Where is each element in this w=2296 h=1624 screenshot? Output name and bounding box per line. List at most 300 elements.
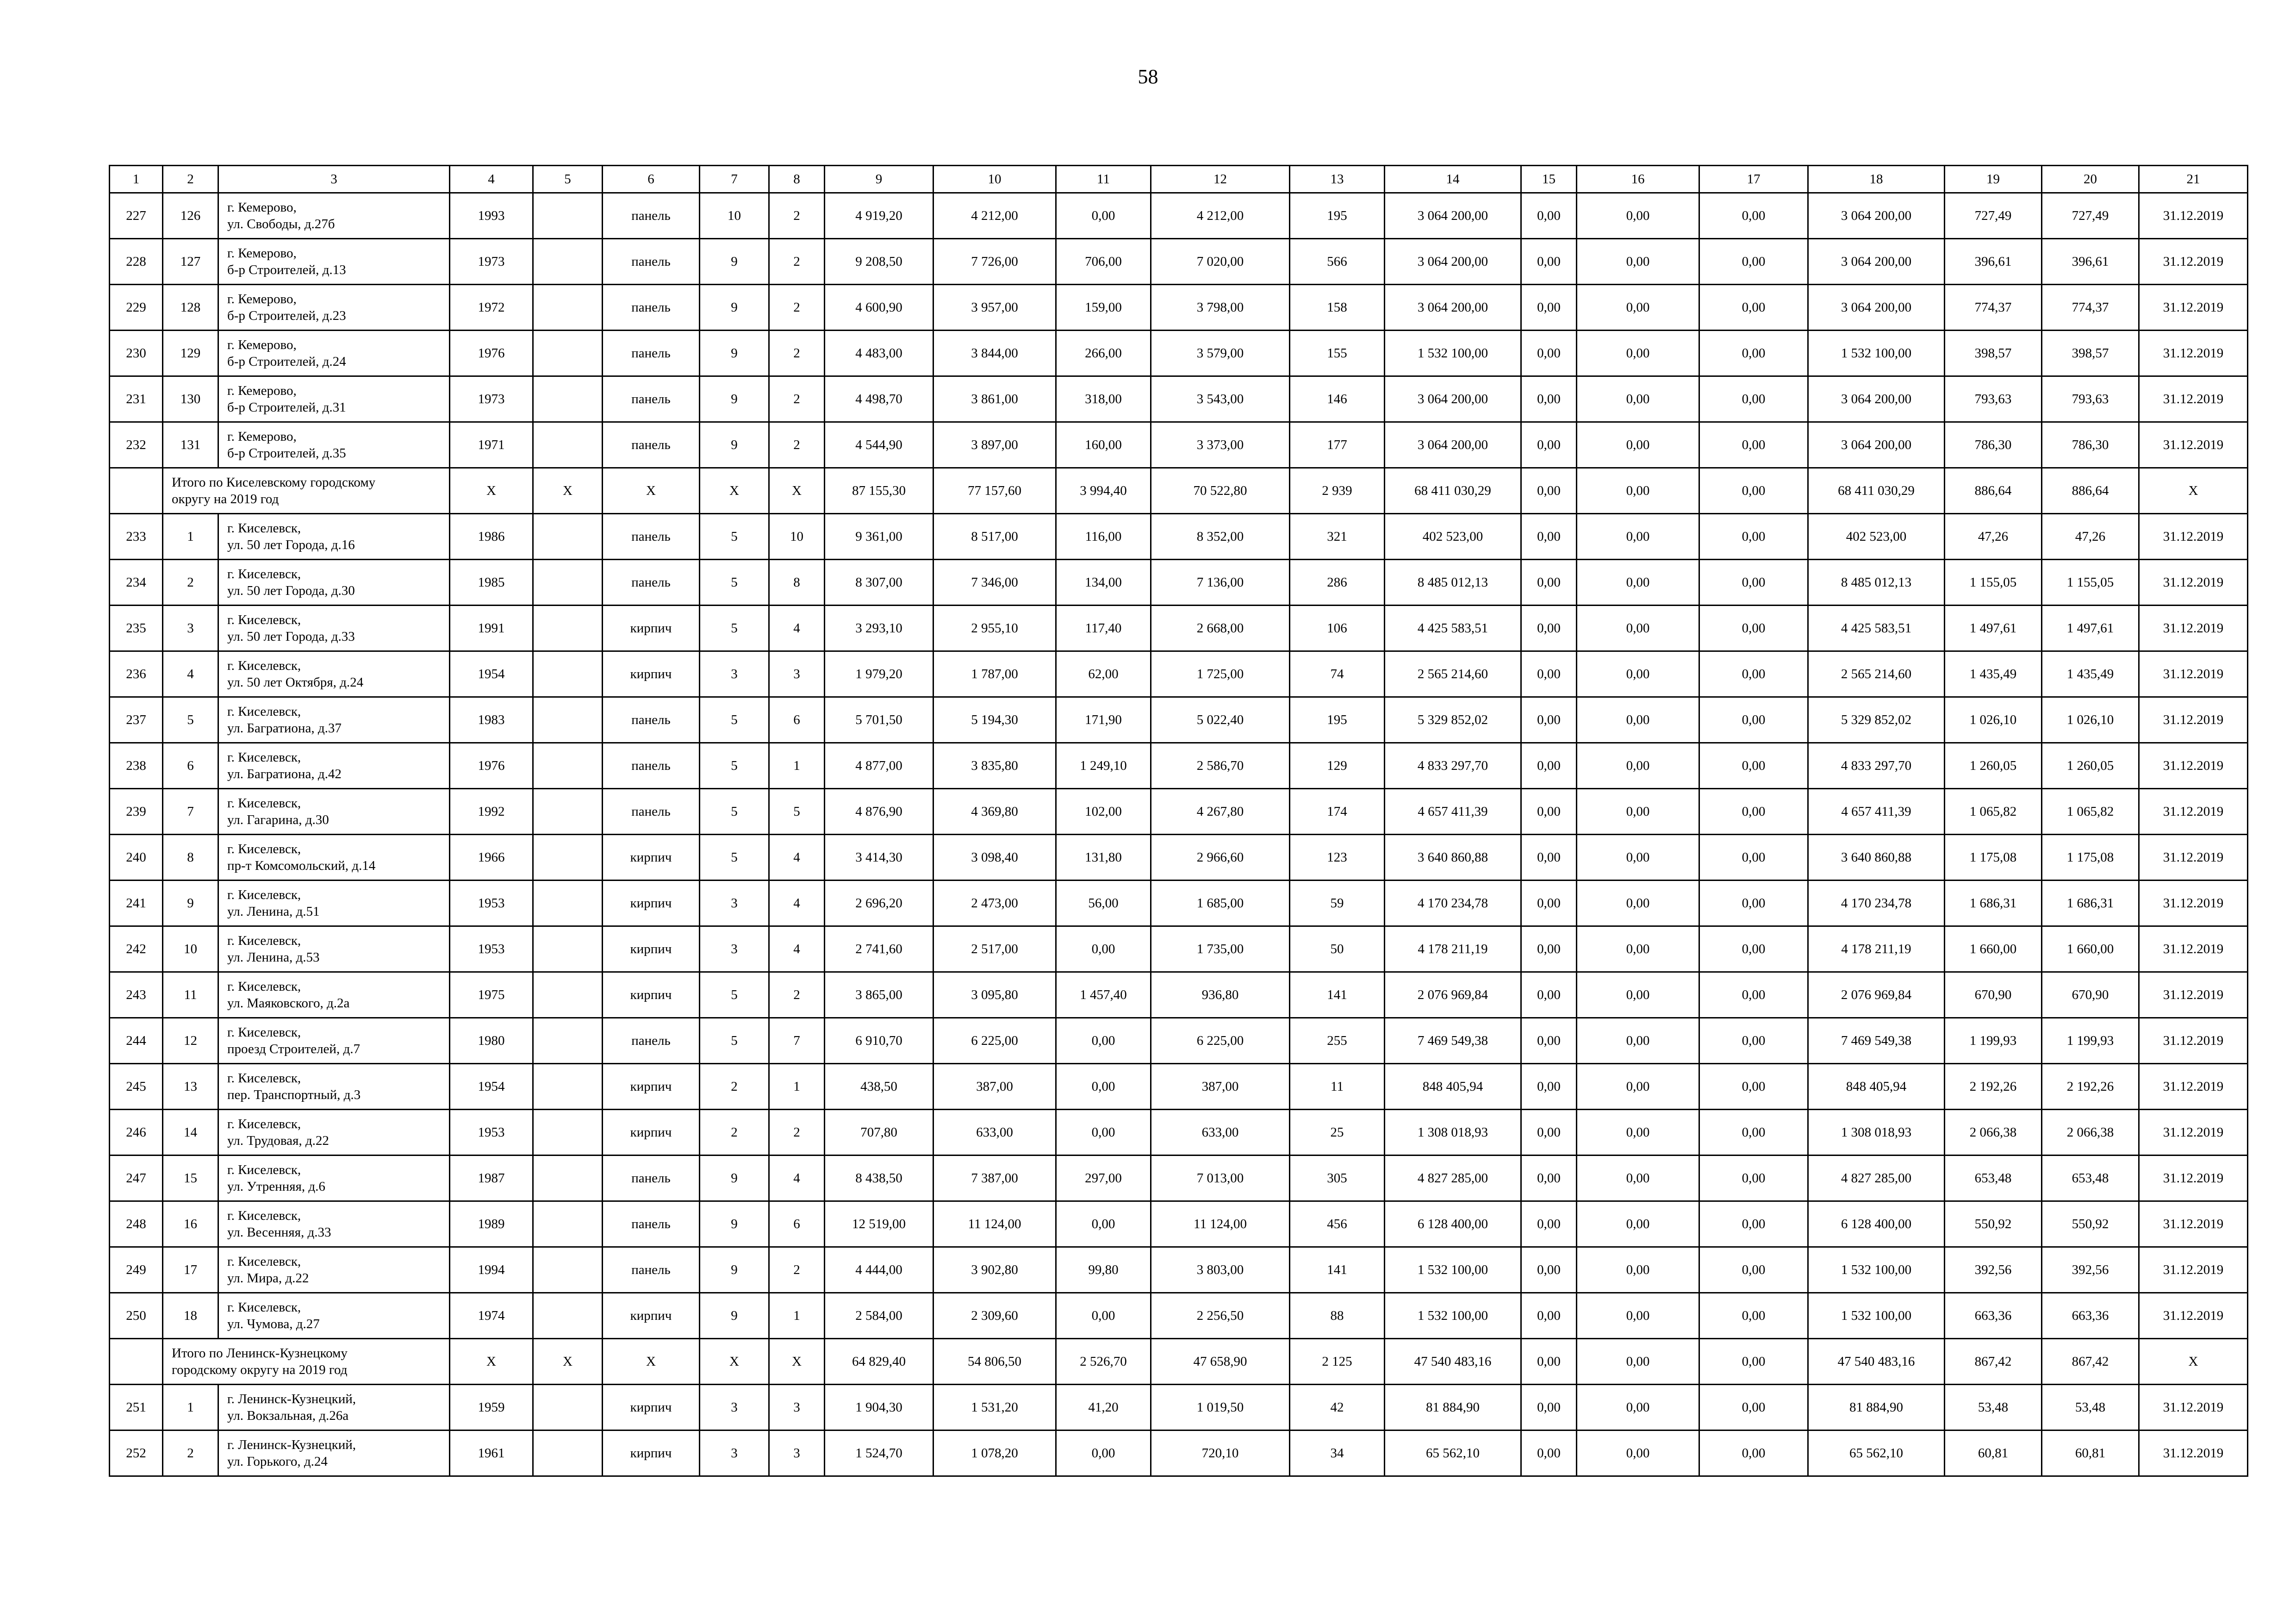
table-cell: 0,00 [1577,651,1699,697]
table-cell: 0,00 [1521,835,1577,881]
table-cell: 8 517,00 [933,514,1056,560]
table-cell: 318,00 [1056,376,1151,422]
table-cell: кирпич [603,1385,700,1430]
table-cell: 31.12.2019 [2139,743,2248,789]
address-line: проезд Строителей, д.7 [227,1042,360,1056]
table-cell: 4 483,00 [825,331,933,376]
table-cell: 158 [1290,285,1385,331]
table-cell: 297,00 [1056,1156,1151,1201]
housing-register-table [109,165,2248,1477]
table-cell: 5 701,50 [825,697,933,743]
table-cell: 1 [163,1385,218,1430]
table-cell: 1953 [450,1110,533,1156]
table-cell: 62,00 [1056,651,1151,697]
address-cell [218,606,450,651]
table-row [110,1385,2248,1430]
table-cell: 8 485 012,13 [1808,560,1945,606]
table-cell: кирпич [603,972,700,1018]
table-cell: 1 532 100,00 [1808,331,1945,376]
table-cell: 1 735,00 [1151,926,1290,972]
table-cell: 31.12.2019 [2139,1293,2248,1339]
table-cell: 0,00 [1577,1156,1699,1201]
address-cell [218,285,450,331]
table-cell: 1 [163,514,218,560]
table-cell: 2 [769,193,825,239]
table-cell: 3 902,80 [933,1247,1056,1293]
table-cell: 10 [163,926,218,972]
table-cell: 0,00 [1699,1385,1808,1430]
table-cell [533,1110,603,1156]
table-cell: 1973 [450,376,533,422]
table-cell: 5 022,40 [1151,697,1290,743]
table-cell: 31.12.2019 [2139,514,2248,560]
table-cell: 0,00 [1577,789,1699,835]
address-line: ул. Вокзальная, д.26а [227,1408,349,1423]
table-cell: 60,81 [2042,1430,2139,1476]
table-cell [533,376,603,422]
table-cell: 0,00 [1521,972,1577,1018]
table-cell: 4 833 297,70 [1808,743,1945,789]
address-line: г. Киселевск, [227,658,301,673]
address-line: ул. Гагарина, д.30 [227,812,329,827]
table-cell: 0,00 [1521,422,1577,468]
table-cell: 102,00 [1056,789,1151,835]
table-cell: 1 457,40 [1056,972,1151,1018]
column-header: 20 [2042,166,2139,193]
table-cell: 1987 [450,1156,533,1201]
table-cell: панель [603,422,700,468]
column-header: 3 [218,166,450,193]
table-cell: 396,61 [1945,239,2042,285]
table-cell: 0,00 [1521,1110,1577,1156]
table-cell: 1992 [450,789,533,835]
table-cell [533,743,603,789]
column-header: 13 [1290,166,1385,193]
table-cell: 50 [1290,926,1385,972]
table-cell: 2 741,60 [825,926,933,972]
address-line: г. Ленинск-Кузнецкий, [227,1437,356,1452]
table-cell: кирпич [603,1293,700,1339]
table-cell: 3 064 200,00 [1808,376,1945,422]
table-cell: X [603,1339,700,1385]
table-cell: 99,80 [1056,1247,1151,1293]
table-cell: 12 519,00 [825,1201,933,1247]
table-cell: X [450,1339,533,1385]
table-cell: 0,00 [1577,1293,1699,1339]
address-line: ул. Трудовая, д.22 [227,1133,329,1148]
table-cell: 8 438,50 [825,1156,933,1201]
address-cell [218,376,450,422]
table-cell: 1 019,50 [1151,1385,1290,1430]
table-cell: 1 199,93 [2042,1018,2139,1064]
table-cell: 0,00 [1521,560,1577,606]
address-line: г. Киселевск, [227,566,301,581]
address-line: г. Киселевск, [227,933,301,948]
table-cell: 53,48 [2042,1385,2139,1430]
table-cell: 65 562,10 [1808,1430,1945,1476]
table-cell: 7 469 549,38 [1385,1018,1521,1064]
table-cell: 1 686,31 [2042,881,2139,926]
table-cell: 47 658,90 [1151,1339,1290,1385]
address-cell [218,1430,450,1476]
table-cell: 0,00 [1521,1385,1577,1430]
address-cell [218,1201,450,1247]
table-cell: 0,00 [1699,331,1808,376]
table-cell: 4 425 583,51 [1385,606,1521,651]
address-line: г. Кемерово, [227,337,297,352]
table-cell: 0,00 [1699,468,1808,514]
table-cell: 4 [769,606,825,651]
table-cell: 234 [110,560,163,606]
table-cell [533,1293,603,1339]
table-cell: 633,00 [933,1110,1056,1156]
address-cell [218,514,450,560]
table-cell: 5 194,30 [933,697,1056,743]
table-cell: 0,00 [1699,1110,1808,1156]
table-cell: 240 [110,835,163,881]
address-line: ул. 50 лет Города, д.16 [227,537,355,552]
address-line: б-р Строителей, д.24 [227,354,346,369]
page-number: 58 [1138,65,1158,88]
table-cell: 0,00 [1699,881,1808,926]
table-cell: 6 225,00 [933,1018,1056,1064]
table-cell: 233 [110,514,163,560]
table-cell: 2 565 214,60 [1385,651,1521,697]
table-cell: 31.12.2019 [2139,881,2248,926]
table-cell: 0,00 [1699,193,1808,239]
table-cell: 0,00 [1699,1247,1808,1293]
table-cell: 0,00 [1577,606,1699,651]
table-row [110,697,2248,743]
column-header: 4 [450,166,533,193]
table-cell: 155 [1290,331,1385,376]
address-cell [218,239,450,285]
table-cell: 653,48 [2042,1156,2139,1201]
table-cell [533,881,603,926]
table-cell: 0,00 [1521,1293,1577,1339]
table-cell [533,606,603,651]
table-cell: 1989 [450,1201,533,1247]
table-cell: 31.12.2019 [2139,1156,2248,1201]
table-row [110,1201,2248,1247]
table-cell: 5 [700,606,769,651]
table-cell: 4 212,00 [1151,193,1290,239]
table-cell: 4 657 411,39 [1385,789,1521,835]
table-row [110,1293,2248,1339]
table-cell [533,422,603,468]
table-cell: 31.12.2019 [2139,606,2248,651]
table-cell: 1 435,49 [1945,651,2042,697]
table-cell: 786,30 [2042,422,2139,468]
table-cell: 3 064 200,00 [1385,285,1521,331]
table-cell [533,560,603,606]
table-cell: 6 225,00 [1151,1018,1290,1064]
table-cell: 1 660,00 [2042,926,2139,972]
table-cell: 2 586,70 [1151,743,1290,789]
table-cell: 3 640 860,88 [1385,835,1521,881]
table-cell: 3 579,00 [1151,331,1290,376]
table-cell: 15 [163,1156,218,1201]
table-cell: 3 543,00 [1151,376,1290,422]
table-cell: 0,00 [1699,789,1808,835]
address-line: ул. Ленина, д.51 [227,904,320,919]
table-cell: 3 957,00 [933,285,1056,331]
table-cell: 4 827 285,00 [1808,1156,1945,1201]
table-cell: панель [603,285,700,331]
table-cell: 4 919,20 [825,193,933,239]
table-cell: 663,36 [2042,1293,2139,1339]
table-cell: 786,30 [1945,422,2042,468]
table-cell: 77 157,60 [933,468,1056,514]
address-cell [218,789,450,835]
table-cell: X [2139,1339,2248,1385]
address-line: г. Киселевск, [227,1254,301,1269]
table-cell: 1 260,05 [2042,743,2139,789]
table-cell: 3 [769,1385,825,1430]
address-cell [218,972,450,1018]
table-cell: 0,00 [1521,468,1577,514]
table-cell: 2 473,00 [933,881,1056,926]
table-cell: кирпич [603,651,700,697]
column-header: 5 [533,166,603,193]
table-cell: 848 405,94 [1808,1064,1945,1110]
table-cell: 1 308 018,93 [1808,1110,1945,1156]
table-cell: 0,00 [1699,1156,1808,1201]
table-cell: 0,00 [1521,514,1577,560]
table-cell: 0,00 [1056,1430,1151,1476]
table-cell: 566 [1290,239,1385,285]
address-line: г. Киселевск, [227,841,301,856]
table-cell: 1 497,61 [1945,606,2042,651]
subtotal-label [163,468,450,514]
table-cell: 174 [1290,789,1385,835]
table-cell: 0,00 [1577,1018,1699,1064]
table-cell: 4 [163,651,218,697]
table-cell: 1 [769,743,825,789]
table-cell: 1 904,30 [825,1385,933,1430]
table-cell: 246 [110,1110,163,1156]
table-cell [533,239,603,285]
table-cell: 1 524,70 [825,1430,933,1476]
table-cell: 5 [700,560,769,606]
address-line: пр-т Комсомольский, д.14 [227,858,376,873]
table-cell: 47 540 483,16 [1808,1339,1945,1385]
address-line: г. Киселевск, [227,704,301,719]
table-cell: 1973 [450,239,533,285]
table-cell: 4 [769,1156,825,1201]
table-cell: 4 178 211,19 [1385,926,1521,972]
table-cell: 2 [769,422,825,468]
table-cell: 550,92 [1945,1201,2042,1247]
table-cell: 1 026,10 [1945,697,2042,743]
table-cell: панель [603,193,700,239]
table-cell: 3 865,00 [825,972,933,1018]
table-cell: 2 526,70 [1056,1339,1151,1385]
table-cell: 2 076 969,84 [1385,972,1521,1018]
label-line: округу на 2019 год [172,492,279,506]
table-cell: 11 124,00 [1151,1201,1290,1247]
table-cell: 1 065,82 [1945,789,2042,835]
table-row [110,972,2248,1018]
table-cell: 241 [110,881,163,926]
table-cell: 47,26 [2042,514,2139,560]
table-cell: 244 [110,1018,163,1064]
table-row [110,560,2248,606]
table-cell: 0,00 [1699,1430,1808,1476]
table-cell: 9 208,50 [825,239,933,285]
address-line: г. Киселевск, [227,1116,301,1131]
table-cell [533,1247,603,1293]
table-cell: 0,00 [1699,514,1808,560]
address-line: г. Кемерово, [227,245,297,261]
table-cell: 126 [163,193,218,239]
table-cell: 0,00 [1521,1430,1577,1476]
table-cell: 250 [110,1293,163,1339]
table-cell: 3 064 200,00 [1385,193,1521,239]
table-cell: 1976 [450,331,533,376]
table-cell: 70 522,80 [1151,468,1290,514]
table-cell: 1 175,08 [2042,835,2139,881]
column-header: 2 [163,166,218,193]
table-cell: 42 [1290,1385,1385,1430]
table-row [110,1110,2248,1156]
table-cell: 1983 [450,697,533,743]
table-cell: X [769,1339,825,1385]
address-line: ул. Мира, д.22 [227,1271,309,1286]
table-cell: 9 [700,331,769,376]
table-cell: 0,00 [1699,835,1808,881]
table-cell: 0,00 [1699,560,1808,606]
column-header: 16 [1577,166,1699,193]
table-cell: 0,00 [1521,239,1577,285]
table-cell: 0,00 [1577,239,1699,285]
table-cell: 9 361,00 [825,514,933,560]
table-cell: 848 405,94 [1385,1064,1521,1110]
table-cell: 10 [769,514,825,560]
table-cell: 4 [769,835,825,881]
table-cell: X [533,468,603,514]
table-cell: панель [603,1201,700,1247]
table-cell: X [700,468,769,514]
table-cell: 248 [110,1201,163,1247]
table-cell: 129 [163,331,218,376]
table-cell: 438,50 [825,1064,933,1110]
table-cell: 9 [163,881,218,926]
table-cell: 31.12.2019 [2139,285,2248,331]
table-cell: 2 066,38 [2042,1110,2139,1156]
table-cell: 1 [769,1064,825,1110]
table-cell [533,651,603,697]
table-cell: 227 [110,193,163,239]
table-cell: 8 352,00 [1151,514,1290,560]
table-cell: 0,00 [1521,193,1577,239]
table-cell: 0,00 [1699,743,1808,789]
table-cell: 670,90 [1945,972,2042,1018]
table-cell: 131,80 [1056,835,1151,881]
table-row [110,651,2248,697]
address-line: г. Киселевск, [227,1070,301,1086]
table-cell: 0,00 [1056,1064,1151,1110]
table-cell: 16 [163,1201,218,1247]
table-cell: 1959 [450,1385,533,1430]
table-cell: 707,80 [825,1110,933,1156]
table-cell: 0,00 [1699,606,1808,651]
column-header: 14 [1385,166,1521,193]
table-cell: 2 [700,1110,769,1156]
table-cell: 245 [110,1064,163,1110]
table-cell: панель [603,560,700,606]
table-cell: 14 [163,1110,218,1156]
table-cell: 74 [1290,651,1385,697]
table-cell: 2 [769,239,825,285]
table-cell: 0,00 [1521,926,1577,972]
address-cell [218,331,450,376]
table-cell: 0,00 [1521,1064,1577,1110]
table-cell: 123 [1290,835,1385,881]
table-cell: 0,00 [1577,560,1699,606]
table-cell: 134,00 [1056,560,1151,606]
table-cell: 3 [163,606,218,651]
table-cell: 9 [700,1293,769,1339]
address-line: г. Киселевск, [227,979,301,994]
table-cell: X [533,1339,603,1385]
table-cell: 0,00 [1577,1201,1699,1247]
table-cell: 12 [163,1018,218,1064]
table-cell: 81 884,90 [1385,1385,1521,1430]
table-cell: 4 170 234,78 [1385,881,1521,926]
table-cell: 160,00 [1056,422,1151,468]
table-cell: 18 [163,1293,218,1339]
table-row [110,789,2248,835]
table-cell: 1 [769,1293,825,1339]
table-cell: 6 910,70 [825,1018,933,1064]
address-cell [218,1293,450,1339]
address-line: б-р Строителей, д.23 [227,308,346,323]
table-cell: 0,00 [1577,697,1699,743]
table-cell: 0,00 [1577,331,1699,376]
table-cell: 3 373,00 [1151,422,1290,468]
table-row [110,422,2248,468]
table-cell: 4 600,90 [825,285,933,331]
table-cell: 5 329 852,02 [1385,697,1521,743]
table-cell: 663,36 [1945,1293,2042,1339]
address-line: г. Кемерово, [227,291,297,306]
table-cell: 9 [700,285,769,331]
table-cell: 53,48 [1945,1385,2042,1430]
table-cell: 5 [700,835,769,881]
table-cell: 9 [700,1247,769,1293]
table-cell: 402 523,00 [1808,514,1945,560]
table-cell [533,514,603,560]
table-cell: 5 [700,514,769,560]
address-cell [218,1018,450,1064]
label-line: городскому округу на 2019 год [172,1362,348,1377]
table-cell: 2 192,26 [1945,1064,2042,1110]
address-cell [218,560,450,606]
table-cell: 229 [110,285,163,331]
table-cell: 9 [700,376,769,422]
table-cell: 0,00 [1577,972,1699,1018]
table-cell: 727,49 [2042,193,2139,239]
table-cell: 3 064 200,00 [1808,285,1945,331]
table-cell: 2 939 [1290,468,1385,514]
table-cell: 0,00 [1699,972,1808,1018]
table-cell: 793,63 [1945,376,2042,422]
column-header: 1 [110,166,163,193]
table-cell: 2 [769,972,825,1018]
table-cell: 5 [700,1018,769,1064]
table-cell: 3 064 200,00 [1808,193,1945,239]
